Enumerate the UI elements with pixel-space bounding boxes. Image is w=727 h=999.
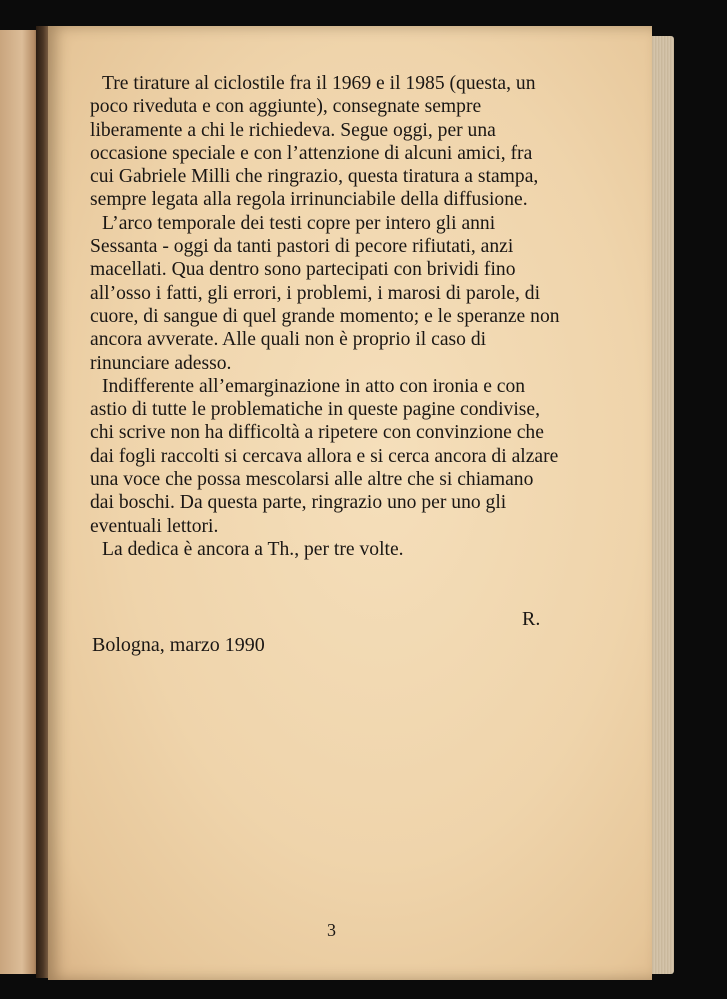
place-date: Bologna, marzo 1990 (92, 634, 265, 656)
text-line: una voce che possa mescolarsi alle altre che si chiamano (90, 469, 534, 491)
text-line: macellati. Qua dentro sono partecipati con brividi fino (90, 259, 516, 281)
page-number: 3 (327, 920, 336, 940)
text-line: Sessanta - oggi da tanti pastori di pecore rifiutati, anzi (90, 236, 514, 258)
text-line: Tre tirature al ciclostile fra il 1969 e il 1985 (questa, un (102, 73, 536, 94)
page-stack-edges (652, 36, 674, 974)
text-line: dai fogli raccolti si cercava allora e si cerca ancora di alzare (90, 445, 559, 467)
text-line: rinunciare adesso. (90, 352, 232, 374)
text-line: chi scrive non ha difficoltà a ripetere con convinzione che (90, 422, 544, 444)
text-line: Indifferente all’emarginazione in atto con ironia e con (102, 375, 526, 397)
text-line: cuore, di sangue di quel grande momento; e le speranze non (90, 305, 560, 327)
left-page-edge (0, 30, 40, 974)
text-line: astio di tutte le problematiche in queste pagine condivise, (90, 399, 540, 421)
text-line: dai boschi. Da questa parte, ringrazio uno per uno gli (90, 492, 507, 514)
text-line: ancora avverate. Alle quali non è proprio il caso di (90, 329, 487, 351)
text-line: liberamente a chi le richiedeva. Segue oggi, per una (90, 119, 496, 141)
text-line: eventuali lettori. (90, 515, 219, 537)
text-line: all’osso i fatti, gli errori, i problemi, i marosi di parole, di (90, 282, 541, 304)
text-line: cui Gabriele Milli che ringrazio, questa tiratura a stampa, (90, 166, 539, 188)
text-line: poco riveduta e con aggiunte), consegnate sempre (90, 96, 482, 118)
text-line: sempre legata alla regola irrinunciabile della diffusione. (90, 189, 528, 211)
text-line: occasione speciale e con l’attenzione di alcuni amici, fra (90, 142, 533, 164)
signature-initial: R. (522, 608, 541, 630)
dedication-line: La dedica è ancora a Th., per tre volte. (102, 538, 404, 560)
preface-text (90, 72, 590, 561)
text-line: L’arco temporale dei testi copre per intero gli anni (102, 212, 496, 234)
